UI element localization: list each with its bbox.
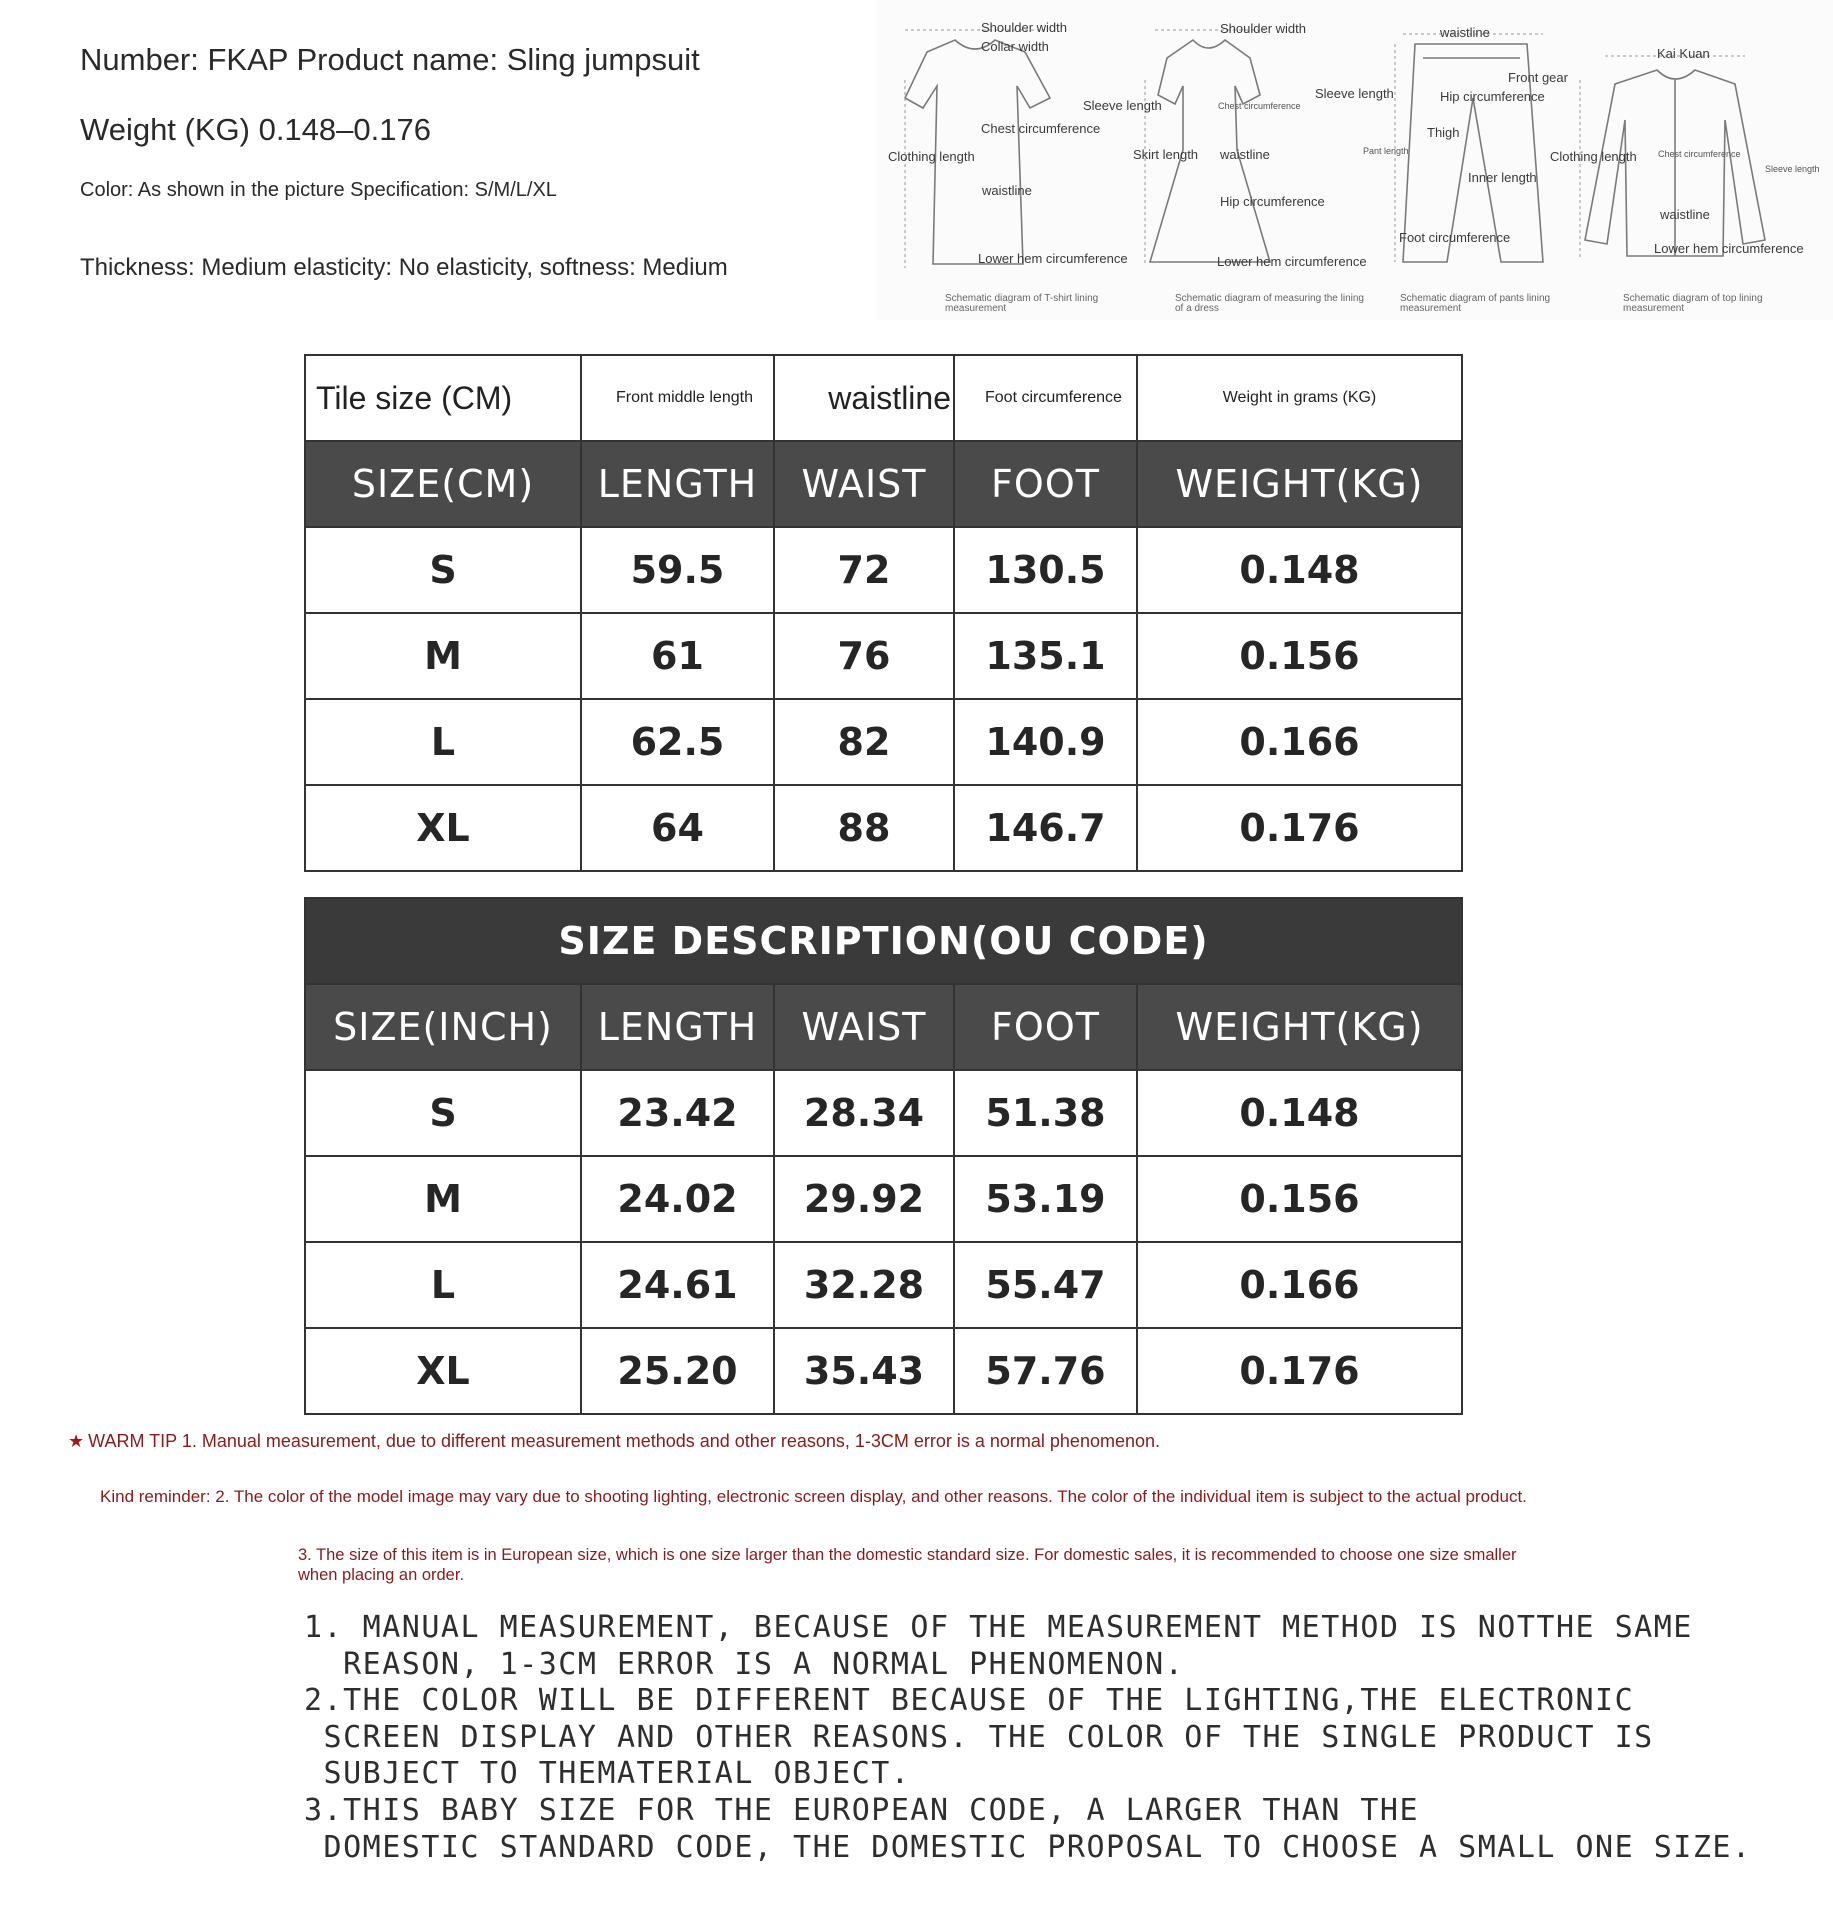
table-row [305, 699, 1462, 785]
product-number-name: Number: FKAP Product name: Sling jumpsuit [80, 42, 700, 77]
table-cell: 29.92 [774, 1156, 954, 1242]
table-cell: 53.19 [954, 1156, 1137, 1242]
table-cell: 32.28 [774, 1242, 954, 1328]
table-subheader-cell: Foot circumference [954, 355, 1137, 441]
table-cell: 25.20 [581, 1328, 774, 1414]
table-cell: 130.5 [954, 527, 1137, 613]
table-cell: 35.43 [774, 1328, 954, 1414]
table-cell: 72 [774, 527, 954, 613]
product-weight: Weight (KG) 0.148–0.176 [80, 112, 431, 147]
table-header-cell: WAIST [774, 441, 954, 527]
warm-tip-1 [68, 1431, 1160, 1452]
diagram-label: waistline [1440, 25, 1490, 40]
diagram-label: Lower hem circumference [978, 251, 1128, 266]
table-cell: M [305, 613, 581, 699]
diagram-label: Shoulder width [981, 20, 1067, 35]
table-row [305, 1070, 1462, 1156]
diagram-label: Chest circumference [1218, 101, 1301, 111]
table-header-cell: FOOT [954, 984, 1137, 1070]
table-cell: 0.156 [1137, 1156, 1462, 1242]
size-table-cm [304, 354, 1463, 872]
diagram-label: Clothing length [1550, 149, 1637, 164]
table-row [305, 785, 1462, 871]
table-cell: 62.5 [581, 699, 774, 785]
table-cell: L [305, 1242, 581, 1328]
diagram-label: Collar width [981, 39, 1049, 54]
table-header-cell: WEIGHT(KG) [1137, 984, 1462, 1070]
note-line: 2.THE COLOR WILL BE DIFFERENT BECAUSE OF THE LIGHTING,THE ELECTRONIC [304, 1683, 1635, 1719]
table-cell: XL [305, 785, 581, 871]
table-title-row [305, 898, 1462, 984]
diagram-label: Shoulder width [1220, 21, 1306, 36]
star-icon: ★ [68, 1431, 85, 1451]
diagram-label: Chest circumference [981, 121, 1101, 136]
table-cell: 0.166 [1137, 1242, 1462, 1328]
diagram-label: Skirt length [1133, 147, 1199, 162]
table-cell: 55.47 [954, 1242, 1137, 1328]
diagram-label: Thigh [1427, 125, 1460, 140]
diagram-label: Sleeve length [1315, 86, 1394, 101]
diagram-label: waistline [982, 183, 1032, 198]
table-cell: S [305, 527, 581, 613]
note-line: SCREEN DISPLAY AND OTHER REASONS. THE COLOR OF THE SINGLE PRODUCT IS [304, 1719, 1654, 1755]
diagram-label: Sleeve length [1765, 164, 1820, 174]
diagram-label: waistline [1660, 207, 1710, 222]
table-row [305, 527, 1462, 613]
diagram-label: Hip circumference [1220, 194, 1325, 209]
table-cell: 23.42 [581, 1070, 774, 1156]
table-header-cell: WAIST [774, 984, 954, 1070]
table-header-cell: FOOT [954, 441, 1137, 527]
table-cell: 82 [774, 699, 954, 785]
diagram-label: Clothing length [888, 149, 975, 164]
product-color-spec: Color: As shown in the picture Specification: S/M/L/XL [80, 179, 557, 201]
note-line: DOMESTIC STANDARD CODE, THE DOMESTIC PROPOSAL TO CHOOSE A SMALL ONE SIZE. [304, 1829, 1752, 1865]
diagram-label: Inner length [1468, 170, 1537, 185]
table-cell: M [305, 1156, 581, 1242]
table-cell: 0.176 [1137, 1328, 1462, 1414]
table-cell: 76 [774, 613, 954, 699]
table-header-row [305, 984, 1462, 1070]
diagram-label: Sleeve length [1083, 98, 1162, 113]
diagram-caption: Schematic diagram of measuring the lining of a dress [1175, 293, 1364, 314]
table-cell: S [305, 1070, 581, 1156]
table-header-row [305, 441, 1462, 527]
diagram-label: Hip circumference [1440, 89, 1545, 104]
diagram-label: Front gear [1508, 70, 1568, 85]
diagram-label: waistline [1220, 147, 1270, 162]
table-cell: 24.02 [581, 1156, 774, 1242]
diagram-label: Pant length [1363, 146, 1409, 156]
table-cell: 0.148 [1137, 1070, 1462, 1156]
table-cell: 61 [581, 613, 774, 699]
table-cell: 146.7 [954, 785, 1137, 871]
diagram-caption: Schematic diagram of pants lining measurement [1400, 293, 1551, 314]
table-row [305, 613, 1462, 699]
table-cell: 57.76 [954, 1328, 1137, 1414]
table-header-cell: LENGTH [581, 984, 774, 1070]
diagram-label: Chest circumference [1658, 149, 1741, 159]
measurement-diagrams [875, 0, 1833, 320]
table-cell: 135.1 [954, 613, 1137, 699]
table-subheader-row [305, 355, 1462, 441]
diagram-label: Foot circumference [1399, 230, 1511, 245]
diagram-caption: Schematic diagram of T-shirt lining measurement [945, 293, 1099, 314]
table-cell: 28.34 [774, 1070, 954, 1156]
table-cell: 88 [774, 785, 954, 871]
notes-block [304, 1610, 1752, 1866]
table-cell: 24.61 [581, 1242, 774, 1328]
table-cell: 0.156 [1137, 613, 1462, 699]
diagram-label: Kai Kuan [1657, 46, 1710, 61]
diagram-label: Lower hem circumference [1654, 241, 1804, 256]
table-header-cell: WEIGHT(KG) [1137, 441, 1462, 527]
table-cell: 59.5 [581, 527, 774, 613]
table-cell: 0.176 [1137, 785, 1462, 871]
note-line: SUBJECT TO THEMATERIAL OBJECT. [304, 1756, 911, 1792]
table-header-cell: SIZE(CM) [305, 441, 581, 527]
warm-tip-3: 3. The size of this item is in European size, which is one size larger than the domestic standard size. For domestic sales, it is recommended to choose one size smaller when placing an order. [298, 1546, 1517, 1584]
table-subheader-cell: Weight in grams (KG) [1137, 355, 1462, 441]
table-cell: 64 [581, 785, 774, 871]
table-cell: XL [305, 1328, 581, 1414]
table-header-cell: LENGTH [581, 441, 774, 527]
table-cell: 140.9 [954, 699, 1137, 785]
table-row [305, 1156, 1462, 1242]
table-subheader-cell: waistline [774, 355, 954, 441]
table-cell: 51.38 [954, 1070, 1137, 1156]
warm-tip-1-text: WARM TIP 1. Manual measurement, due to different measurement methods and other reasons, 1-3CM error is a normal phenomenon. [88, 1431, 1161, 1451]
table-cell: 0.148 [1137, 527, 1462, 613]
product-thickness: Thickness: Medium elasticity: No elasticity, softness: Medium [80, 254, 728, 281]
diagram-caption: Schematic diagram of top lining measurement [1623, 293, 1763, 314]
note-line: 1. MANUAL MEASUREMENT, BECAUSE OF THE MEASUREMENT METHOD IS NOTTHE SAME [304, 1610, 1693, 1645]
warm-tip-2: Kind reminder: 2. The color of the model image may vary due to shooting lighting, electronic screen display, and other reasons. The color of the individual item is subject to the actual product. [100, 1487, 1527, 1506]
table-subheader-cell: Front middle length [581, 355, 774, 441]
table-subheader-cell: Tile size (CM) [305, 355, 581, 441]
table-header-cell: SIZE(INCH) [305, 984, 581, 1070]
diagram-label: Lower hem circumference [1217, 254, 1367, 269]
table-cell: 0.166 [1137, 699, 1462, 785]
note-line: REASON, 1-3CM ERROR IS A NORMAL PHENOMENON. [304, 1646, 1185, 1682]
table-row [305, 1242, 1462, 1328]
size-table-inch [304, 897, 1463, 1415]
note-line: 3.THIS BABY SIZE FOR THE EUROPEAN CODE, A LARGER THAN THE [304, 1792, 1420, 1828]
table-title: SIZE DESCRIPTION(OU CODE) [305, 898, 1462, 984]
table-row [305, 1328, 1462, 1414]
table-cell: L [305, 699, 581, 785]
